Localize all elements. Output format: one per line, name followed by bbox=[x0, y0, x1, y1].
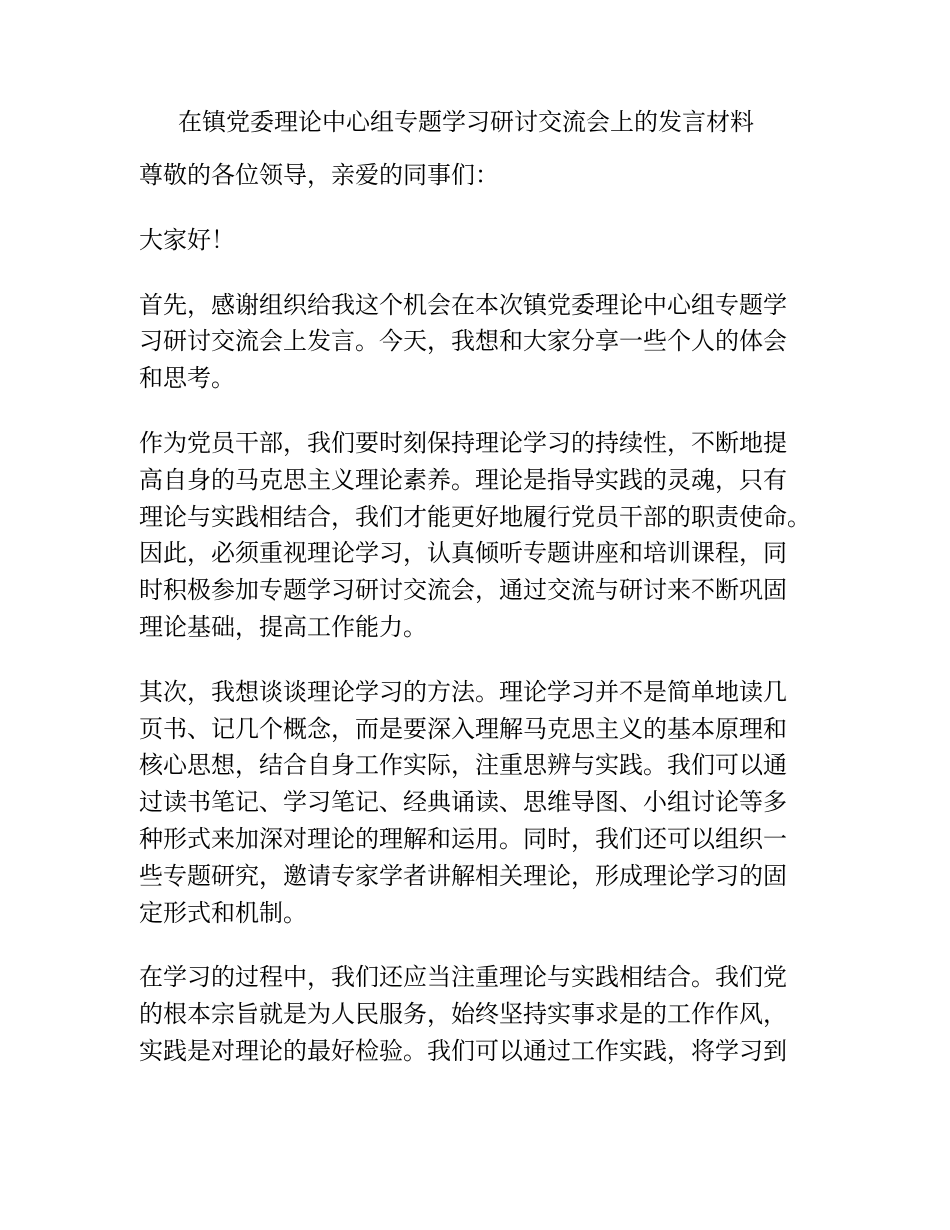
document-title: 在镇党委理论中心组专题学习研讨交流会上的发言材料 bbox=[178, 108, 754, 136]
text-line: 在学习的过程中，我们还应当注重理论与实践相结合。我们党 bbox=[139, 963, 787, 992]
text-line: 种形式来加深对理论的理解和运用。同时，我们还可以组织一 bbox=[139, 824, 787, 853]
text-line: 首先，感谢组织给我这个机会在本次镇党委理论中心组专题学 bbox=[139, 290, 787, 319]
document-body bbox=[139, 157, 819, 1098]
text-line: 时积极参加专题学习研讨交流会，通过交流与研讨来不断巩固 bbox=[139, 576, 787, 605]
text-line: 尊敬的各位领导，亲爱的同事们： bbox=[139, 161, 499, 189]
text-line: 核心思想，结合自身工作实际，注重思辨与实践。我们可以通 bbox=[139, 751, 787, 780]
text-line: 作为党员干部，我们要时刻保持理论学习的持续性，不断地提 bbox=[139, 428, 787, 457]
text-line: 和思考。 bbox=[139, 364, 235, 393]
text-line: 定形式和机制。 bbox=[139, 898, 307, 927]
text-line: 实践是对理论的最好检验。我们可以通过工作实践，将学习到 bbox=[139, 1036, 787, 1065]
text-line: 因此，必须重视理论学习，认真倾听专题讲座和培训课程，同 bbox=[139, 539, 787, 568]
text-line: 过读书笔记、学习笔记、经典诵读、思维导图、小组讨论等多 bbox=[139, 788, 787, 817]
text-line: 大家好！ bbox=[139, 225, 235, 254]
text-line: 其次，我想谈谈理论学习的方法。理论学习并不是简单地读几 bbox=[139, 677, 787, 706]
paragraph-theory-practice bbox=[139, 959, 819, 1069]
paragraph-opening bbox=[139, 287, 819, 397]
text-line: 的根本宗旨就是为人民服务，始终坚持实事求是的工作作风， bbox=[139, 1000, 787, 1029]
text-line: 习研讨交流会上发言。今天，我想和大家分享一些个人的体会 bbox=[139, 327, 787, 356]
text-line: 理论基础，提高工作能力。 bbox=[139, 612, 427, 641]
paragraph-study-methods bbox=[139, 674, 819, 932]
paragraph-theory-study bbox=[139, 425, 819, 646]
paragraph-greeting bbox=[139, 222, 819, 259]
paragraph-salutation bbox=[139, 157, 819, 194]
text-line: 理论与实践相结合，我们才能更好地履行党员干部的职责使命。 bbox=[139, 502, 811, 531]
text-line: 高自身的马克思主义理论素养。理论是指导实践的灵魂，只有 bbox=[139, 465, 787, 494]
text-line: 页书、记几个概念，而是要深入理解马克思主义的基本原理和 bbox=[139, 714, 787, 743]
text-line: 些专题研究，邀请专家学者讲解相关理论，形成理论学习的固 bbox=[139, 861, 787, 890]
